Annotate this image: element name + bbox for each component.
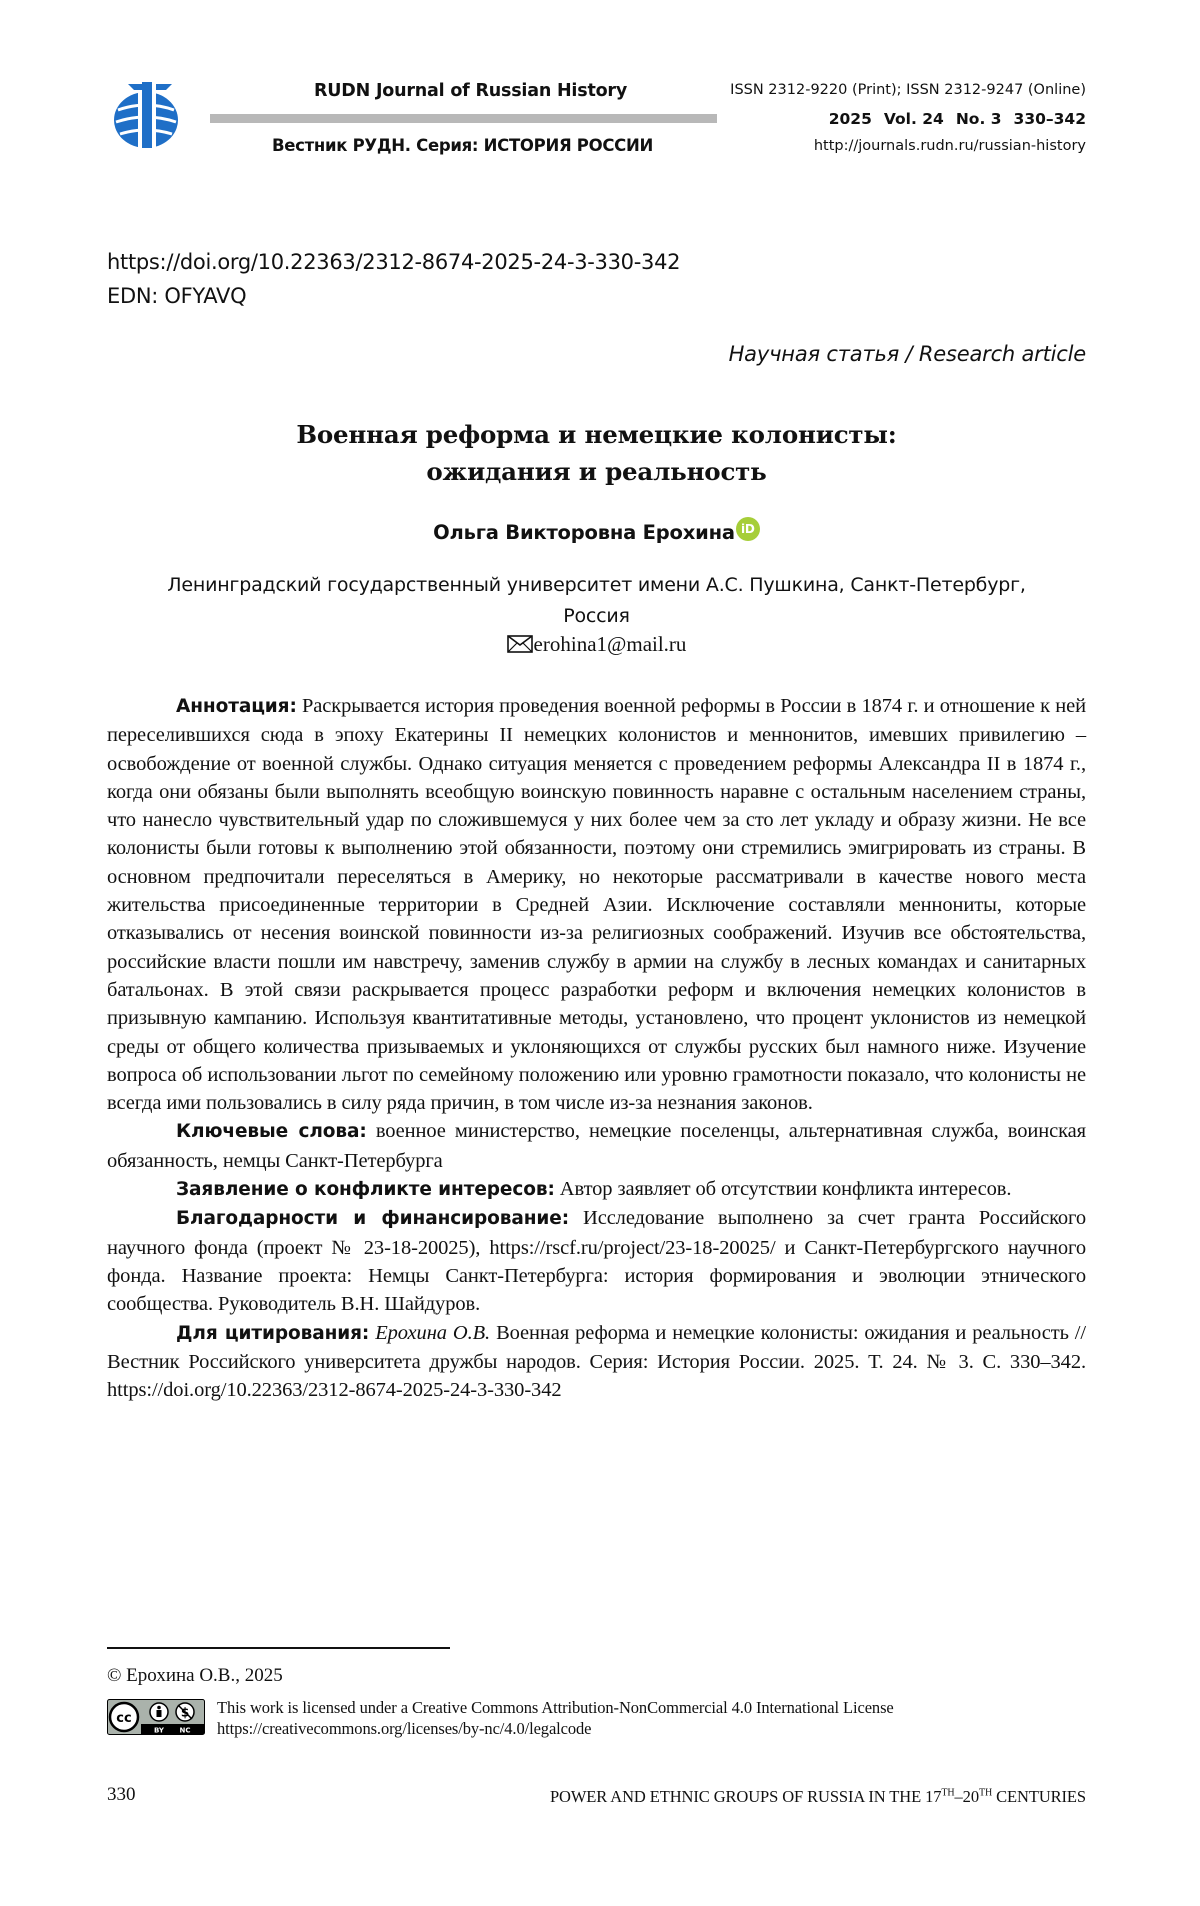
article-title: [107, 416, 1086, 490]
rudn-globe-logo-icon: [104, 80, 194, 152]
doi-block: [107, 245, 680, 313]
license-text: [217, 1697, 894, 1739]
affiliation-line1: Ленинградский государственный университет имени А.С. Пушкина, Санкт-Петербург,: [107, 570, 1086, 601]
affiliation: [107, 570, 1086, 632]
license-line1: This work is licensed under a Creative Commons Attribution-NonCommercial 4.0 International License: [217, 1697, 894, 1718]
page-number: 330: [107, 1784, 136, 1806]
conflict-paragraph: [107, 1175, 1086, 1204]
doi-link[interactable]: https://doi.org/10.22363/2312-8674-2025-24-3-330-342: [107, 245, 680, 279]
issue-year: 2025: [829, 110, 872, 128]
cc-by-nc-license-icon[interactable]: [107, 1699, 205, 1735]
author-name: Ольга Викторовна Ерохина: [433, 521, 735, 544]
edn: EDN: OFYAVQ: [107, 279, 680, 313]
footnote-divider: [107, 1647, 450, 1649]
email-link[interactable]: erohina1@mail.ru: [534, 632, 687, 656]
running-footer-post: CENTURIES: [992, 1787, 1086, 1806]
issue-pages: 330–342: [1014, 110, 1086, 128]
envelope-icon: [507, 635, 533, 653]
abstract-label: Аннотация:: [176, 696, 297, 717]
orcid-icon[interactable]: iD: [736, 517, 760, 541]
article-type: Научная статья / Research article: [729, 342, 1086, 366]
journal-page: [0, 0, 1200, 1906]
conflict-label: Заявление о конфликте интересов:: [176, 1179, 555, 1200]
citation-text: Военная реформа и немецкие колонисты: ожидания и реальность // Вестник Российского университета дружбы народов. Серия: История России. 2025. Т. 24. № 3. С. 330–342. https://doi.org/10.22363/2312-8674-2025-24-3-330-342: [107, 1322, 1086, 1402]
abstract-text: Раскрывается история проведения военной реформы в России в 1874 г. и отношение к ней переселившихся сюда в эпоху Екатерины II немецких колонистов и меннонитов, имевших привилегию – освобождение от военной службы. Однако ситуация меняется с проведением реформы Александра II в 1874 г., когда они обязаны были выполнять всеобщую воинскую повинность наравне с остальным населением страны, что нанесло чувствительный удар по сложившемуся у них более чем за сто лет укладу и образу жизни. Не все колонисты были готовы к выполнению этой обязанности, поэтому они стремились эмигрировать из страны. В основном предпочитали переселяться в Америку, но некоторые рассматривали в качестве нового места жительства присоединенные территории в Средней Азии. Исключение составляли меннониты, которые отказывались от несения воинской повинности из-за религиозных соображений. Изучив все обстоятельства, российские власти пошли им навстречу, заменив службу в армии на службу в лесных командах и санитарных батальонах. В этой связи раскрывается процесс разработки реформ и включения немецких колонистов в призывную кампанию. Используя квантитативные методы, установлено, что процент уклонистов из немецкой среды от общего количества призываемых и уклоняющихся от службы русских был намного ниже. Изучение вопроса об использовании льгот по семейному положению или уровню грамотности показало, что колонисты не всегда ими пользовались в силу ряда причин, в том числе из-за незнания законов.: [107, 695, 1086, 1114]
license-link[interactable]: https://creativecommons.org/licenses/by-nc/4.0/legalcode: [217, 1718, 894, 1739]
abstract-paragraph: [107, 692, 1086, 1117]
running-footer-sup1: TH: [941, 1788, 954, 1799]
citation-author: Ерохина О.В.: [375, 1322, 490, 1344]
citation-paragraph: [107, 1319, 1086, 1405]
issue-info: [829, 110, 1086, 128]
article-title-line1: Военная реформа и немецкие колонисты:: [107, 416, 1086, 453]
issue-volume: Vol. 24: [884, 110, 944, 128]
conflict-text: Автор заявляет об отсутствии конфликта интересов.: [560, 1178, 1012, 1200]
journal-title-ru: Вестник РУДН. Серия: ИСТОРИЯ РОССИИ: [272, 136, 653, 155]
svg-text:cc: cc: [116, 1711, 131, 1726]
keywords-paragraph: [107, 1117, 1086, 1175]
keywords-label: Ключевые слова:: [176, 1121, 367, 1142]
journal-title-en: RUDN Journal of Russian History: [314, 81, 627, 101]
running-footer: [550, 1787, 1086, 1807]
issn: ISSN 2312-9220 (Print); ISSN 2312-9247 (Online): [730, 82, 1086, 98]
cc-by-label: BY: [154, 1727, 165, 1735]
abstract-block: [107, 692, 1086, 1404]
article-title-line2: ожидания и реальность: [107, 453, 1086, 490]
keywords-text: военное министерство, немецкие поселенцы, альтернативная служба, воинская обязанность, немцы Санкт-Петербурга: [107, 1120, 1086, 1171]
issue-number: No. 3: [956, 110, 1002, 128]
funding-paragraph: [107, 1204, 1086, 1318]
funding-label: Благодарности и финансирование:: [176, 1208, 569, 1229]
copyright: © Ерохина О.В., 2025: [107, 1665, 283, 1687]
cc-nc-label: NC: [180, 1727, 191, 1735]
running-footer-sup2: TH: [979, 1788, 992, 1799]
header-divider: [210, 114, 717, 123]
funding-text: Исследование выполнено за счет гранта Российского научного фонда (проект № 23-18-20025), https://rscf.ru/project/23-18-20025/ и Санкт-Петербургского научного фонда. Название проекта: Немцы Санкт-Петербурга: история формирования и эволюции этнического сообщества. Руководитель В.Н. Шайдуров.: [107, 1207, 1086, 1315]
running-footer-pre: POWER AND ETHNIC GROUPS OF RUSSIA IN THE 17: [550, 1787, 941, 1806]
author-email: [107, 632, 1086, 657]
citation-label: Для цитирования:: [176, 1323, 369, 1344]
journal-url[interactable]: http://journals.rudn.ru/russian-history: [814, 138, 1086, 154]
affiliation-line2: Россия: [107, 601, 1086, 632]
author: [107, 517, 1086, 544]
running-footer-dash: –20: [955, 1787, 979, 1806]
